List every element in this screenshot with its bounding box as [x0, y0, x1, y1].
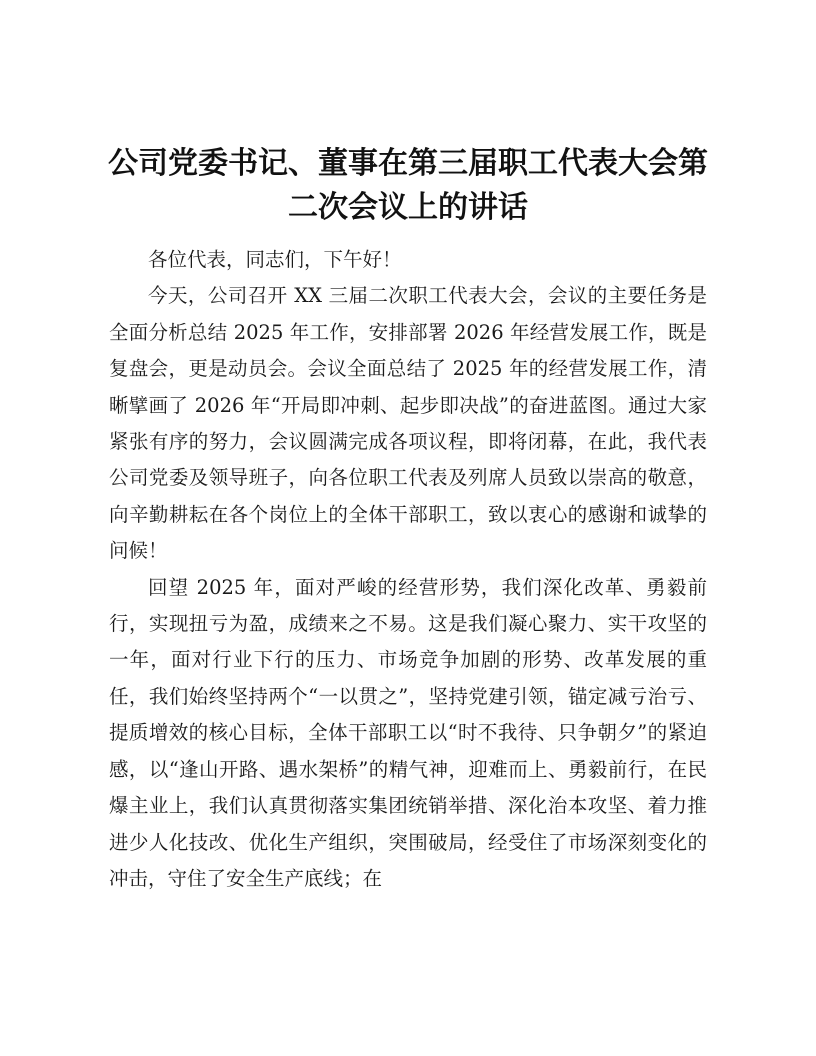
paragraph-greeting: 各位代表，同志们，下午好！	[148, 248, 402, 271]
document-body	[109, 242, 707, 897]
paragraph-review: 回望 2025 年，面对严峻的经营形势，我们深化改革、勇毅前行，实现扭亏为盈，成绩来之不易。这是我们凝心聚力、实干攻坚的一年，面对行业下行的压力、市场竞争加剧的形势、改革发展的重任，我们始终坚持两个“一以贯之”，坚持党建引领，锚定减亏治亏、提质增效的核心目标，全体干部职工以“时不我待、只争朝夕”的紧迫感，以“逢山开路、遇水架桥”的精气神，迎难而上、勇毅前行，在民爆主业上，我们认真贯彻落实集团统销举措、深化治本攻坚、着力推进少人化技改、优化生产组织，突围破局，经受住了市场深刻变化的冲击，守住了安全生产底线；在	[109, 575, 707, 890]
paragraph-opening: 今天，公司召开 XX 三届二次职工代表大会，会议的主要任务是全面分析总结 2025 年工作，安排部署 2026 年经营发展工作，既是复盘会，更是动员会。会议全面总结了 2025 年的经营发展工作，清晰擘画了 2026 年“开局即冲刺、起步即决战”的奋进蓝图。通过大家紧张有序的努力，会议圆满完成各项议程，即将闭幕，在此，我代表公司党委及领导班子，向各位职工代表及列席人员致以崇高的敬意，向辛勤耕耘在各个岗位上的全体干部职工，致以衷心的感谢和诚挚的问候！	[109, 284, 707, 563]
document-title: 公司党委书记、董事在第三届职工代表大会第二次会议上的讲话	[108, 146, 708, 225]
